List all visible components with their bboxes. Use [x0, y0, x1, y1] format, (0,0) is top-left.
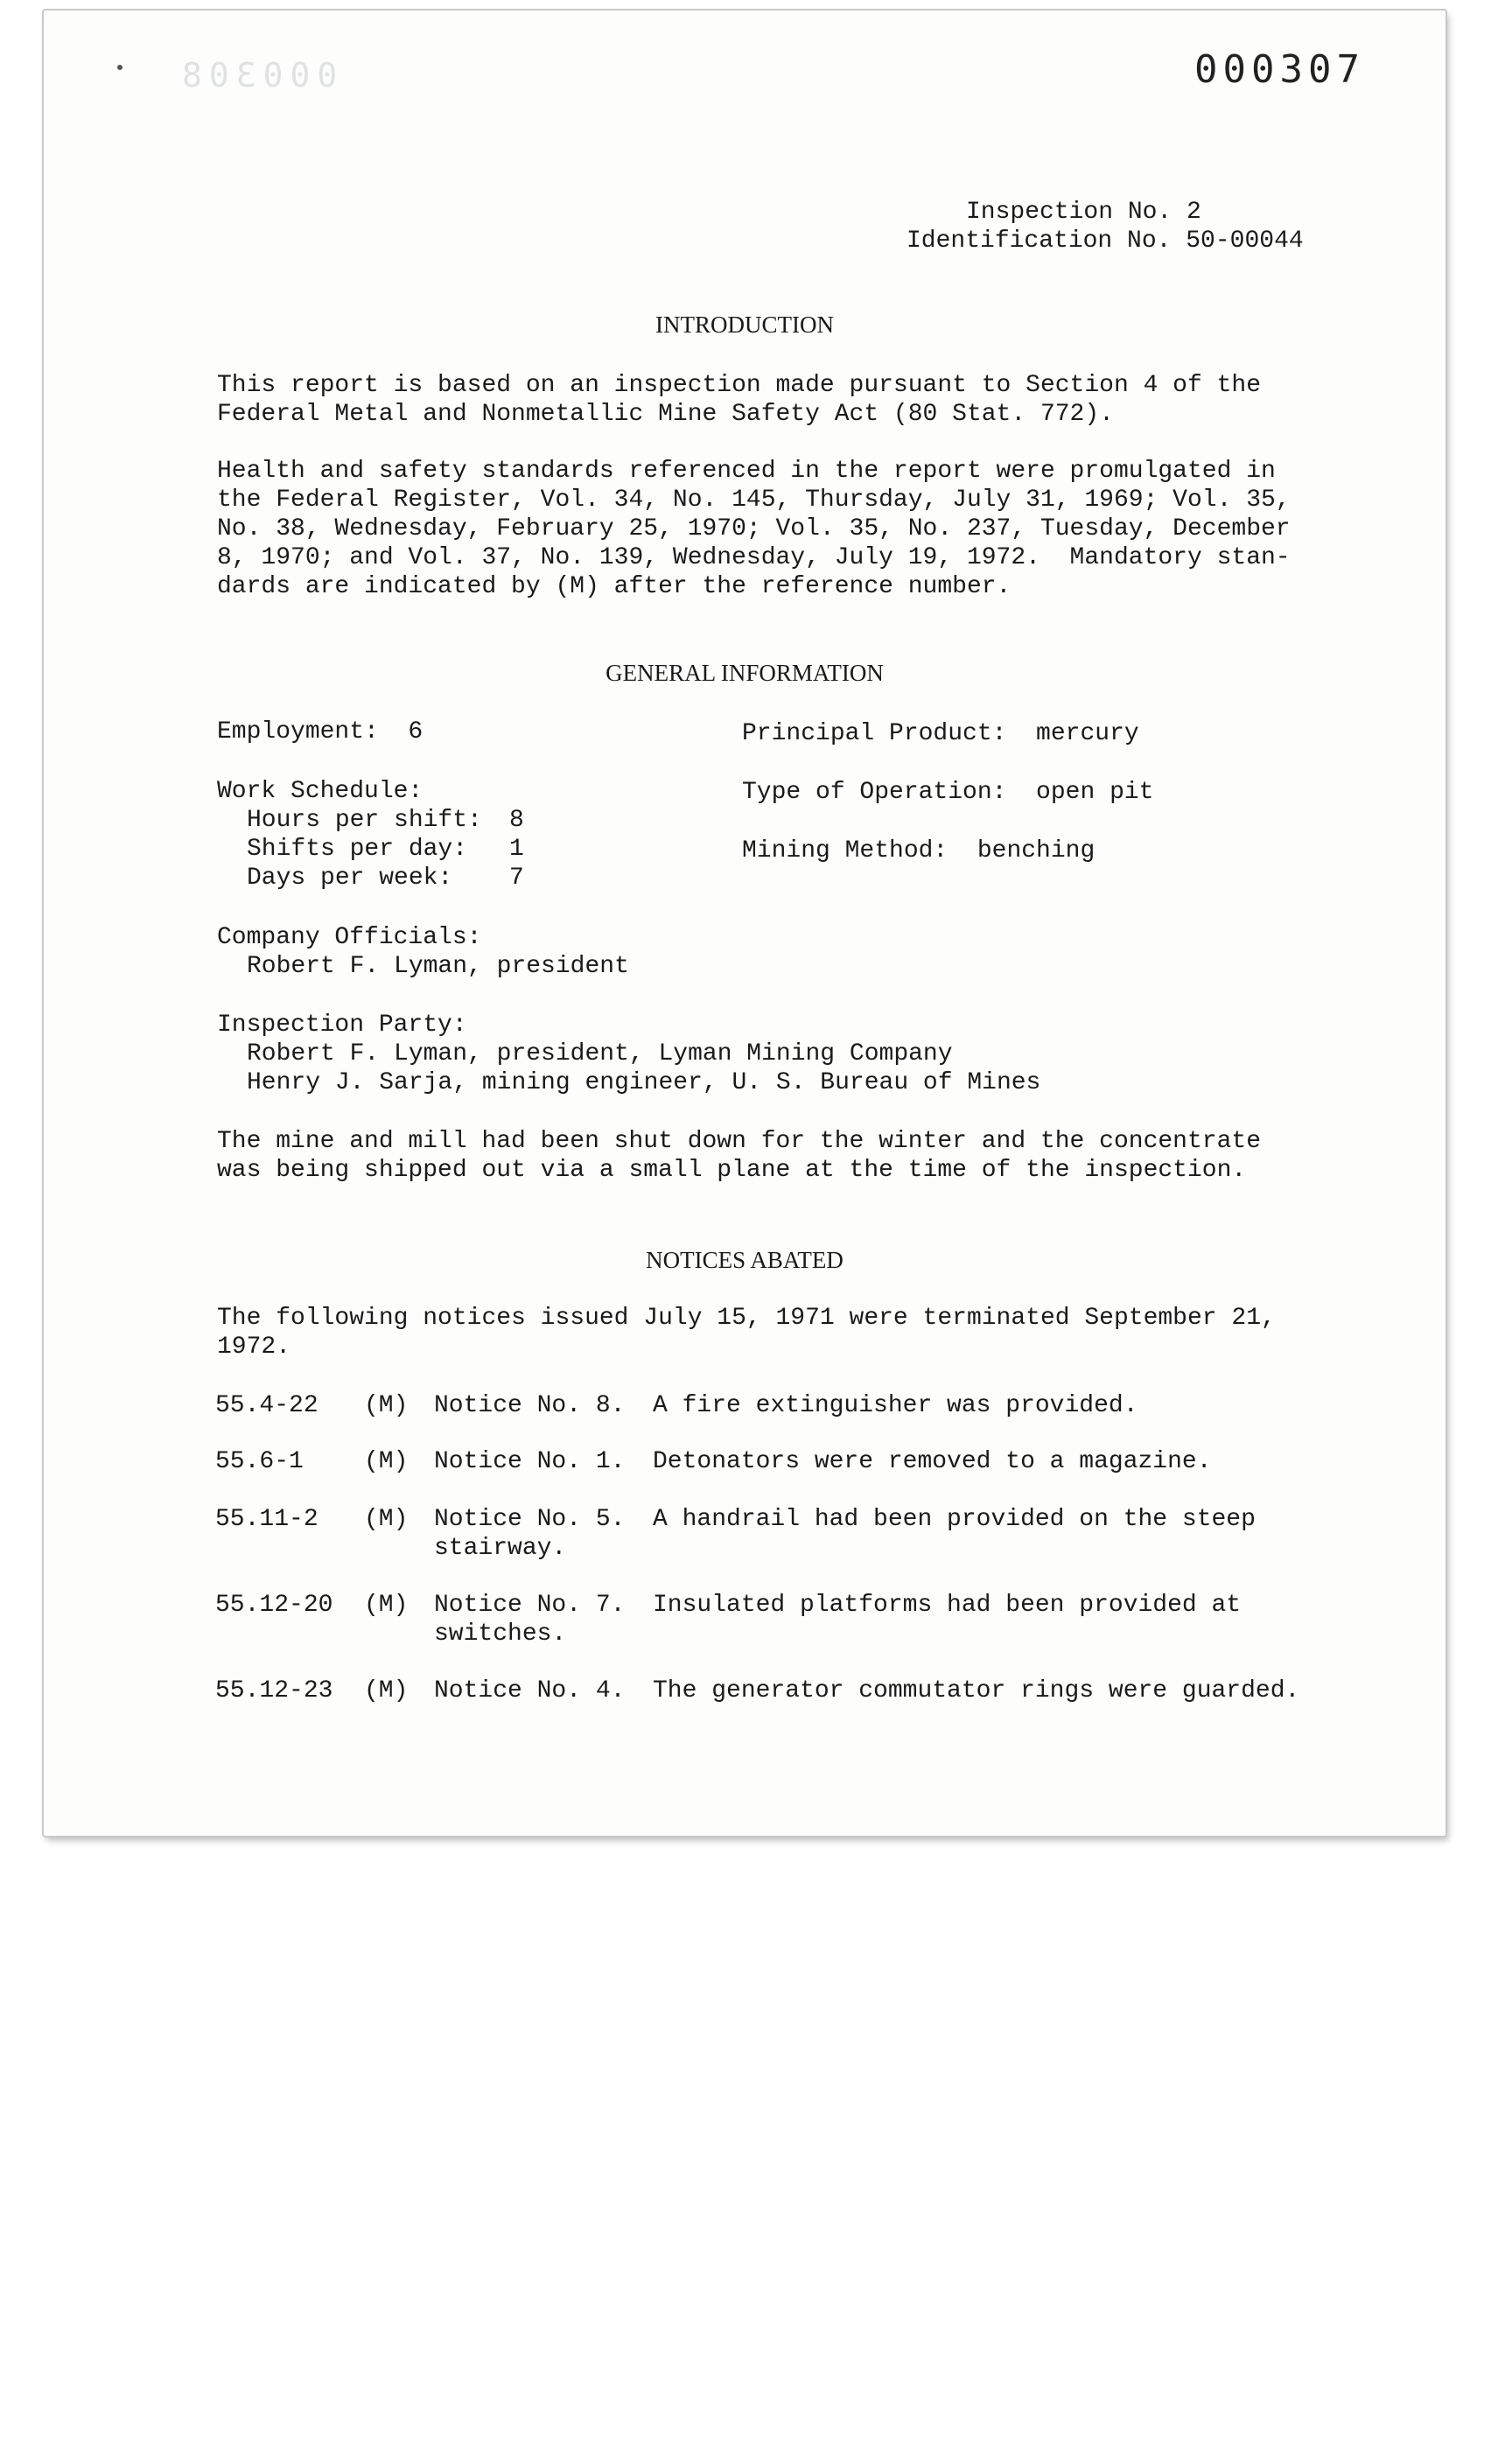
hours-per-shift-value: 8: [509, 807, 524, 834]
type-of-operation: Type of Operation: open pit: [742, 779, 1154, 806]
notice-description-continued: switches.: [434, 1620, 567, 1648]
notice-description-continued: stairway.: [434, 1535, 567, 1562]
notice-number: Notice No. 8.: [434, 1392, 626, 1419]
document-page: [44, 10, 1446, 1836]
general-remark: [217, 1127, 1354, 1185]
text-line: Health and safety standards referenced in the report were promulgated in: [217, 458, 1276, 485]
notice-ref: 55.12-23: [215, 1677, 333, 1704]
introduction-paragraph-2: [217, 457, 1354, 601]
notice-number: Notice No. 7.: [434, 1592, 626, 1619]
mandatory-marker: (M): [364, 1592, 409, 1619]
text-line: was being shipped out via a small plane at the time of the inspection.: [217, 1157, 1247, 1184]
notice-ref: 55.12-20: [215, 1592, 333, 1619]
notice-number: Notice No. 5.: [434, 1506, 626, 1533]
speck-mark: [117, 65, 122, 70]
mandatory-marker: (M): [364, 1506, 409, 1533]
notice-number: Notice No. 1.: [434, 1448, 626, 1475]
text-line: The following notices issued July 15, 1971 were terminated September 21,: [217, 1305, 1276, 1332]
introduction-paragraph-1: [217, 371, 1354, 429]
text-line: 1972.: [217, 1334, 291, 1361]
notice-description: Insulated platforms had been provided at: [653, 1592, 1242, 1619]
notice-description: Detonators were removed to a magazine.: [653, 1448, 1212, 1475]
text-line: Federal Metal and Nonmetallic Mine Safety Act (80 Stat. 772).: [217, 401, 1114, 428]
notice-description: A fire extinguisher was provided.: [653, 1392, 1138, 1419]
text-line: This report is based on an inspection made pursuant to Section 4 of the: [217, 372, 1261, 399]
work-schedule-label: Work Schedule:: [217, 778, 424, 805]
employment: Employment: 6: [217, 718, 424, 746]
notice-description: A handrail had been provided on the steep: [653, 1506, 1256, 1533]
text-line: No. 38, Wednesday, February 25, 1970; Vol. 35, No. 237, Tuesday, December: [217, 515, 1291, 542]
document-number: 000307: [1194, 47, 1365, 92]
shifts-per-day-label: Shifts per day:: [247, 836, 468, 863]
identification-number: Identification No. 50-00044: [906, 228, 1304, 255]
notices-abated-heading: NOTICES ABATED: [646, 1247, 844, 1273]
text-line: The mine and mill had been shut down for the winter and the concentrate: [217, 1128, 1261, 1155]
general-information-heading: GENERAL INFORMATION: [606, 660, 884, 686]
text-line: dards are indicated by (M) after the reference number.: [217, 573, 1012, 600]
notices-intro: [217, 1304, 1354, 1362]
inspection-party-member: Robert F. Lyman, president, Lyman Mining Company: [247, 1040, 953, 1068]
notice-description: The generator commutator rings were guarded.: [653, 1677, 1300, 1704]
notice-ref: 55.11-2: [215, 1506, 318, 1533]
inspection-party-member: Henry J. Sarja, mining engineer, U. S. Bureau of Mines: [247, 1069, 1041, 1096]
text-line: 8, 1970; and Vol. 37, No. 139, Wednesday, July 19, 1972. Mandatory stan-: [217, 544, 1291, 571]
notice-ref: 55.6-1: [215, 1448, 304, 1475]
inspection-number: Inspection No. 2: [966, 199, 1201, 226]
company-officials-label: Company Officials:: [217, 924, 482, 951]
notice-ref: 55.4-22: [215, 1392, 318, 1419]
mining-method: Mining Method: benching: [742, 837, 1096, 864]
bleed-through-number: 000308: [175, 56, 338, 94]
company-official: Robert F. Lyman, president: [247, 953, 629, 980]
hours-per-shift-label: Hours per shift:: [247, 807, 482, 834]
mandatory-marker: (M): [364, 1448, 409, 1475]
notice-number: Notice No. 4.: [434, 1677, 626, 1704]
days-per-week-label: Days per week:: [247, 864, 453, 892]
principal-product: Principal Product: mercury: [742, 720, 1139, 747]
mandatory-marker: (M): [364, 1392, 409, 1419]
introduction-heading: INTRODUCTION: [655, 312, 834, 338]
shifts-per-day-value: 1: [509, 836, 524, 863]
days-per-week-value: 7: [509, 864, 524, 892]
inspection-party-label: Inspection Party:: [217, 1012, 467, 1039]
text-line: the Federal Register, Vol. 34, No. 145, Thursday, July 31, 1969; Vol. 35,: [217, 486, 1291, 514]
mandatory-marker: (M): [364, 1677, 409, 1704]
